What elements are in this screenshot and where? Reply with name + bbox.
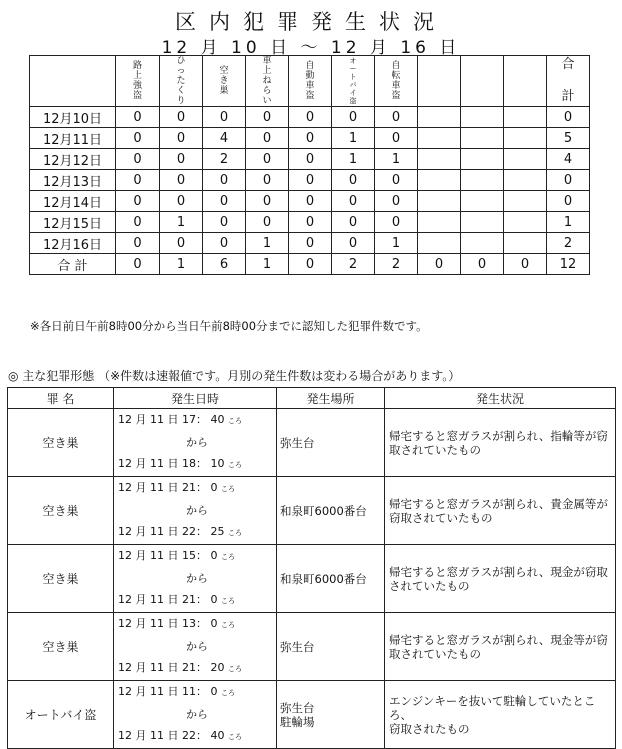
count-cell: 0 bbox=[116, 107, 160, 128]
start-line bbox=[118, 545, 276, 568]
row-date: 12月12日 bbox=[30, 149, 116, 170]
crime-situation: 帰宅すると窓ガラスが割られ、現金等が窃取されていたもの bbox=[385, 613, 616, 681]
sum-cell: 0 bbox=[418, 254, 461, 275]
crime-stats-table bbox=[29, 55, 590, 275]
sum-cell: 6 bbox=[203, 254, 246, 275]
count-cell bbox=[461, 191, 504, 212]
row-date: 12月16日 bbox=[30, 233, 116, 254]
count-cell: 0 bbox=[289, 128, 332, 149]
approx-mark: ころ bbox=[227, 665, 242, 673]
crime-row bbox=[8, 613, 616, 681]
header-category bbox=[203, 56, 246, 107]
from-word: から bbox=[186, 436, 208, 449]
header-category bbox=[160, 56, 203, 107]
approx-mark: ころ bbox=[227, 417, 242, 425]
count-cell: 1 bbox=[246, 233, 289, 254]
row-date: 12月11日 bbox=[30, 128, 116, 149]
row-total: 4 bbox=[547, 149, 590, 170]
count-cell: 0 bbox=[375, 128, 418, 149]
sum-cell: 1 bbox=[246, 254, 289, 275]
approx-mark: ころ bbox=[220, 553, 235, 561]
count-cell: 0 bbox=[375, 170, 418, 191]
from-word: から bbox=[186, 708, 208, 721]
count-cell: 0 bbox=[160, 170, 203, 191]
stats-row bbox=[30, 128, 590, 149]
count-cell: 1 bbox=[160, 212, 203, 233]
count-cell bbox=[418, 149, 461, 170]
crime-datetime bbox=[114, 409, 277, 477]
count-cell bbox=[461, 233, 504, 254]
count-cell: 2 bbox=[203, 149, 246, 170]
count-cell: 0 bbox=[116, 233, 160, 254]
row-date: 12月10日 bbox=[30, 107, 116, 128]
crime-row bbox=[8, 409, 616, 477]
crime-situation: 帰宅すると窓ガラスが割られ、貴金属等が窃取されていたもの bbox=[385, 477, 616, 545]
row-date: 12月13日 bbox=[30, 170, 116, 191]
end-time: 12 月 11 日 22： 25 bbox=[118, 525, 225, 538]
header-location: 発生場所 bbox=[277, 388, 385, 409]
header-total: 合 計 bbox=[547, 56, 590, 107]
crime-type: 空き巣 bbox=[8, 613, 114, 681]
crime-location: 弥生台 駐輪場 bbox=[277, 681, 385, 749]
header-category bbox=[418, 56, 461, 107]
stats-row bbox=[30, 149, 590, 170]
sum-cell: 1 bbox=[160, 254, 203, 275]
end-line bbox=[118, 453, 276, 476]
crime-datetime bbox=[114, 477, 277, 545]
crime-details-table bbox=[7, 387, 616, 749]
count-cell: 0 bbox=[116, 212, 160, 233]
category-label: 自動車盗 bbox=[305, 61, 315, 101]
sum-cell: 2 bbox=[375, 254, 418, 275]
row-total: 1 bbox=[547, 212, 590, 233]
count-cell: 0 bbox=[332, 212, 375, 233]
crime-situation: 帰宅すると窓ガラスが割られ、指輪等が窃取されていたもの bbox=[385, 409, 616, 477]
count-cell bbox=[504, 149, 547, 170]
row-total: 0 bbox=[547, 191, 590, 212]
count-cell: 1 bbox=[332, 128, 375, 149]
stats-row bbox=[30, 191, 590, 212]
approx-mark: ころ bbox=[227, 529, 242, 537]
end-line bbox=[118, 589, 276, 612]
header-category bbox=[116, 56, 160, 107]
count-cell: 0 bbox=[116, 191, 160, 212]
start-time: 12 月 11 日 13： 0 bbox=[118, 617, 218, 630]
start-line bbox=[118, 681, 276, 704]
row-total: 0 bbox=[547, 107, 590, 128]
count-cell: 0 bbox=[246, 149, 289, 170]
count-cell: 0 bbox=[160, 128, 203, 149]
count-cell: 0 bbox=[332, 107, 375, 128]
count-cell bbox=[504, 212, 547, 233]
crime-type: 空き巣 bbox=[8, 477, 114, 545]
start-time: 12 月 11 日 11： 0 bbox=[118, 685, 218, 698]
crime-type: 空き巣 bbox=[8, 545, 114, 613]
approx-mark: ころ bbox=[220, 621, 235, 629]
end-time: 12 月 11 日 18： 10 bbox=[118, 457, 225, 470]
approx-mark: ころ bbox=[220, 485, 235, 493]
count-cell bbox=[461, 107, 504, 128]
row-date: 12月15日 bbox=[30, 212, 116, 233]
end-line bbox=[118, 725, 276, 748]
sum-cell: 2 bbox=[332, 254, 375, 275]
page-title: 区内犯罪発生状況 bbox=[175, 10, 447, 34]
header-datetime: 発生日時 bbox=[114, 388, 277, 409]
sum-label: 合 計 bbox=[30, 254, 116, 275]
row-date: 12月14日 bbox=[30, 191, 116, 212]
crime-location: 和泉町6000番台 bbox=[277, 545, 385, 613]
category-label: オートバイ盗 bbox=[349, 57, 357, 105]
header-category bbox=[461, 56, 504, 107]
category-label: 車上ねらい bbox=[262, 56, 272, 106]
stats-sum-row bbox=[30, 254, 590, 275]
row-total: 5 bbox=[547, 128, 590, 149]
stats-row bbox=[30, 170, 590, 191]
count-cell: 4 bbox=[203, 128, 246, 149]
count-cell: 0 bbox=[246, 128, 289, 149]
crime-row bbox=[8, 681, 616, 749]
section-title: ◎ 主な犯罪形態 （※件数は速報値です。月別の発生件数は変わる場合があります。） bbox=[8, 369, 461, 383]
count-cell bbox=[461, 149, 504, 170]
crime-datetime bbox=[114, 681, 277, 749]
crime-situation: 帰宅すると窓ガラスが割られ、現金が窃取されていたもの bbox=[385, 545, 616, 613]
crime-location: 弥生台 bbox=[277, 613, 385, 681]
count-cell: 0 bbox=[160, 233, 203, 254]
count-cell bbox=[418, 212, 461, 233]
sum-cell: 0 bbox=[289, 254, 332, 275]
count-cell: 0 bbox=[289, 170, 332, 191]
end-time: 12 月 11 日 21： 20 bbox=[118, 661, 225, 674]
category-label: 空き巣 bbox=[219, 66, 229, 96]
footnote: ※各日前日午前8時00分から当日午前8時00分までに認知した犯罪件数です。 bbox=[30, 319, 428, 333]
end-time: 12 月 11 日 21： 0 bbox=[118, 593, 218, 606]
count-cell: 0 bbox=[332, 170, 375, 191]
row-total: 0 bbox=[547, 170, 590, 191]
count-cell bbox=[461, 170, 504, 191]
header-category bbox=[375, 56, 418, 107]
header-date-corner bbox=[30, 56, 116, 107]
date-range: 12 月 10 日 ～ 12 月 16 日 bbox=[161, 38, 461, 58]
stats-row bbox=[30, 212, 590, 233]
count-cell: 1 bbox=[332, 149, 375, 170]
count-cell: 0 bbox=[160, 107, 203, 128]
from-word: から bbox=[186, 572, 208, 585]
count-cell bbox=[418, 191, 461, 212]
crime-location: 弥生台 bbox=[277, 409, 385, 477]
count-cell: 0 bbox=[289, 212, 332, 233]
from-word: から bbox=[186, 504, 208, 517]
start-line bbox=[118, 477, 276, 500]
end-line bbox=[118, 657, 276, 680]
count-cell: 0 bbox=[289, 191, 332, 212]
category-label: 路上強盗 bbox=[132, 61, 142, 101]
count-cell bbox=[418, 107, 461, 128]
header-category bbox=[332, 56, 375, 107]
crime-datetime bbox=[114, 613, 277, 681]
count-cell: 0 bbox=[203, 212, 246, 233]
count-cell: 0 bbox=[246, 212, 289, 233]
count-cell bbox=[461, 128, 504, 149]
count-cell bbox=[504, 107, 547, 128]
count-cell: 0 bbox=[246, 170, 289, 191]
count-cell: 0 bbox=[289, 149, 332, 170]
from-word: から bbox=[186, 640, 208, 653]
crime-type: オートバイ盗 bbox=[8, 681, 114, 749]
count-cell: 0 bbox=[289, 233, 332, 254]
start-time: 12 月 11 日 15： 0 bbox=[118, 549, 218, 562]
stats-row bbox=[30, 107, 590, 128]
count-cell: 0 bbox=[203, 107, 246, 128]
approx-mark: ころ bbox=[227, 733, 242, 741]
count-cell bbox=[461, 212, 504, 233]
start-line bbox=[118, 409, 276, 432]
count-cell bbox=[504, 233, 547, 254]
count-cell: 0 bbox=[289, 107, 332, 128]
count-cell bbox=[418, 170, 461, 191]
start-time: 12 月 11 日 21： 0 bbox=[118, 481, 218, 494]
crimes-header-row bbox=[8, 388, 616, 409]
crime-row bbox=[8, 545, 616, 613]
row-total: 2 bbox=[547, 233, 590, 254]
stats-header-row bbox=[30, 56, 590, 107]
approx-mark: ころ bbox=[227, 461, 242, 469]
count-cell: 0 bbox=[246, 107, 289, 128]
count-cell: 0 bbox=[116, 128, 160, 149]
count-cell bbox=[418, 233, 461, 254]
header-crime-type: 罪 名 bbox=[8, 388, 114, 409]
start-time: 12 月 11 日 17： 40 bbox=[118, 413, 225, 426]
count-cell: 1 bbox=[375, 149, 418, 170]
count-cell: 0 bbox=[375, 191, 418, 212]
count-cell bbox=[418, 128, 461, 149]
start-line bbox=[118, 613, 276, 636]
grand-total: 12 bbox=[547, 254, 590, 275]
category-label: ひったくり bbox=[176, 56, 186, 106]
end-line bbox=[118, 521, 276, 544]
approx-mark: ころ bbox=[220, 689, 235, 697]
sum-cell: 0 bbox=[116, 254, 160, 275]
count-cell bbox=[504, 170, 547, 191]
count-cell: 0 bbox=[160, 191, 203, 212]
count-cell: 0 bbox=[203, 233, 246, 254]
crime-situation: エンジンキーを抜いて駐輪していたところ、 窃取されたもの bbox=[385, 681, 616, 749]
header-situation: 発生状況 bbox=[385, 388, 616, 409]
count-cell: 0 bbox=[332, 233, 375, 254]
count-cell: 0 bbox=[375, 212, 418, 233]
count-cell: 1 bbox=[375, 233, 418, 254]
end-time: 12 月 11 日 22： 40 bbox=[118, 729, 225, 742]
crime-location: 和泉町6000番台 bbox=[277, 477, 385, 545]
sum-cell: 0 bbox=[461, 254, 504, 275]
count-cell: 0 bbox=[332, 191, 375, 212]
stats-row bbox=[30, 233, 590, 254]
header-category bbox=[289, 56, 332, 107]
count-cell: 0 bbox=[375, 107, 418, 128]
count-cell: 0 bbox=[203, 191, 246, 212]
count-cell: 0 bbox=[246, 191, 289, 212]
crime-row bbox=[8, 477, 616, 545]
header-category bbox=[246, 56, 289, 107]
count-cell: 0 bbox=[160, 149, 203, 170]
count-cell: 0 bbox=[116, 170, 160, 191]
count-cell: 0 bbox=[116, 149, 160, 170]
category-label: 自転車盗 bbox=[391, 61, 401, 101]
count-cell bbox=[504, 128, 547, 149]
header-category bbox=[504, 56, 547, 107]
approx-mark: ころ bbox=[220, 597, 235, 605]
sum-cell: 0 bbox=[504, 254, 547, 275]
crime-datetime bbox=[114, 545, 277, 613]
count-cell: 0 bbox=[203, 170, 246, 191]
crime-type: 空き巣 bbox=[8, 409, 114, 477]
count-cell bbox=[504, 191, 547, 212]
